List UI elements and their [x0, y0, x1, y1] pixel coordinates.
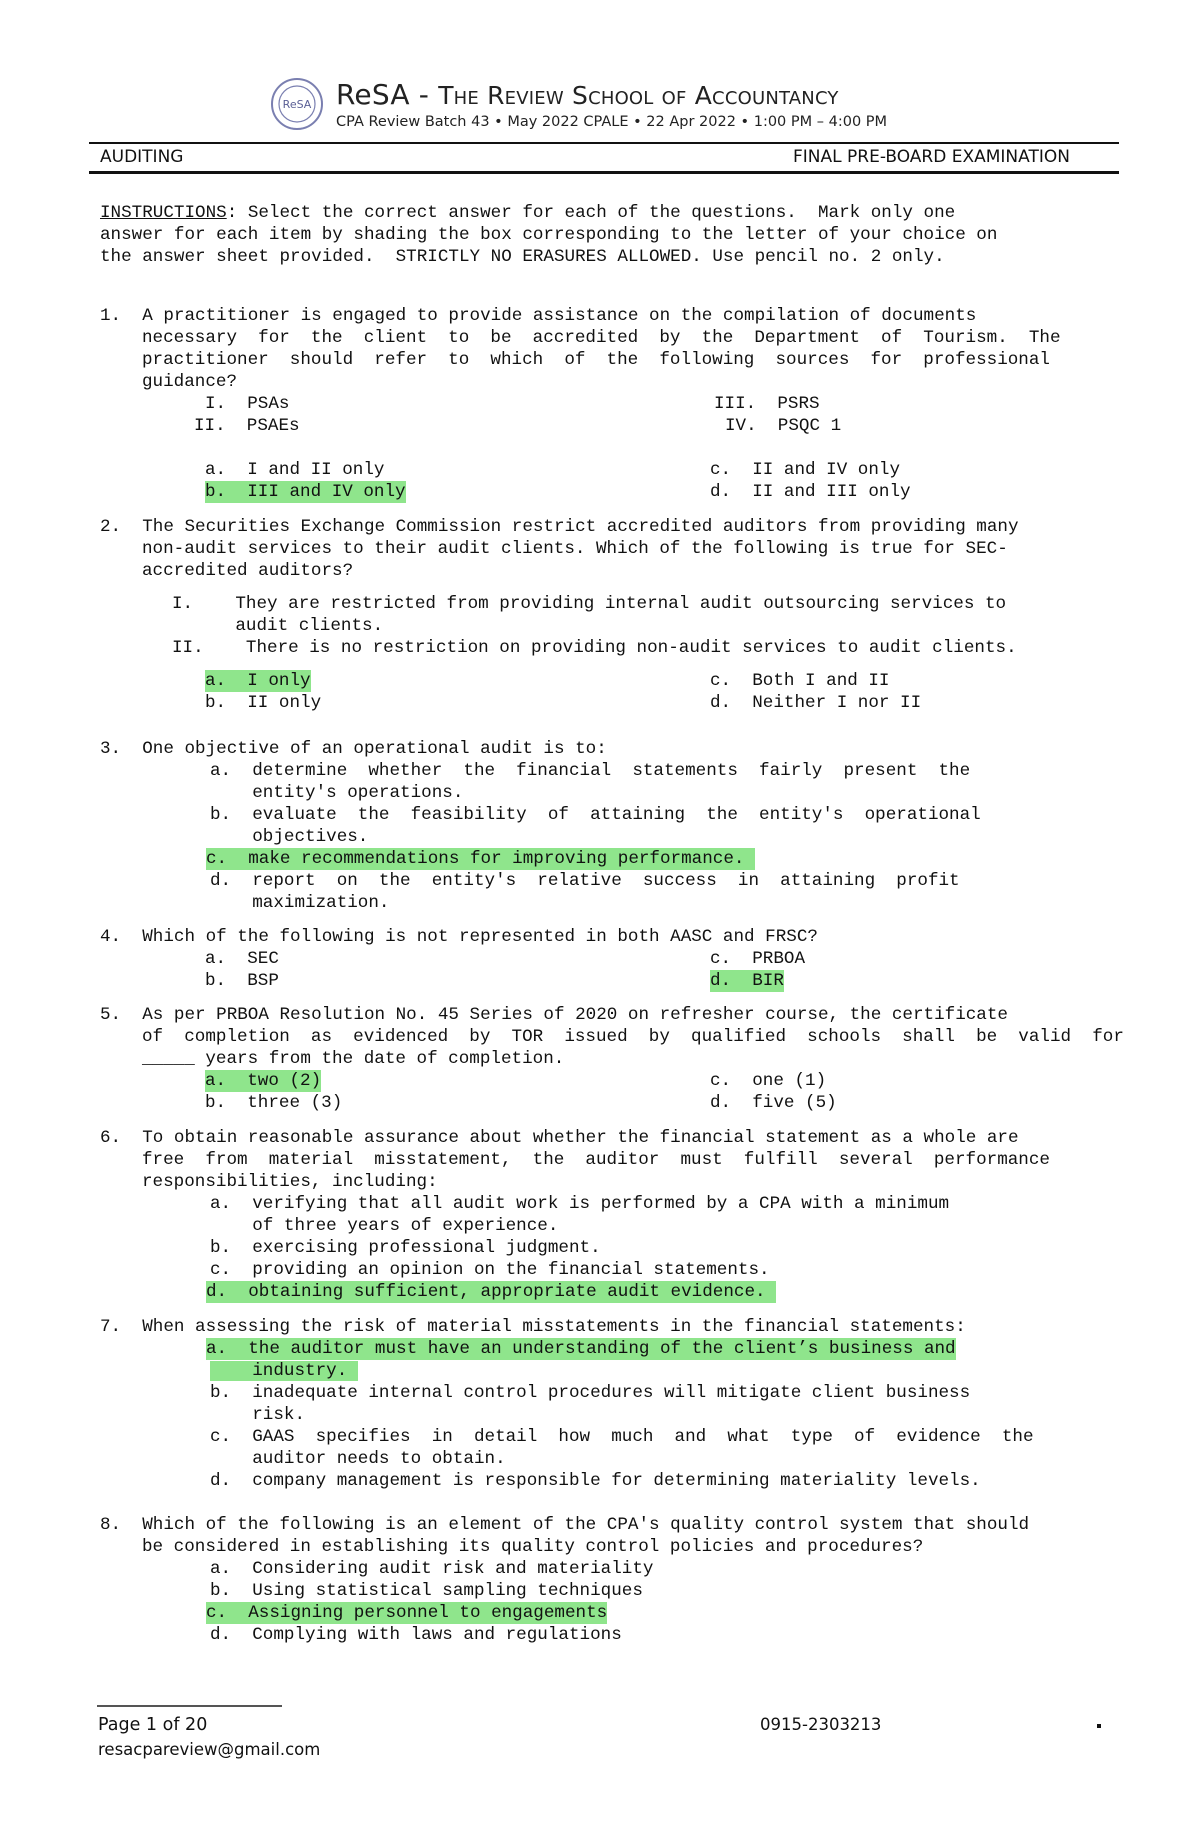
q4-choice-a: a. SEC [205, 949, 279, 969]
q7-choice-c: c. GAAS specifies in detail how much and what type of evidence the [210, 1427, 1034, 1447]
footer-phone: 0915-2303213 [760, 1715, 882, 1734]
q2-stem-1: 2. The Securities Exchange Commission restrict accredited auditors from providing many [100, 517, 1019, 537]
school-name-brand: ReSA - [336, 78, 439, 111]
q1-stem-2: necessary for the client to be accredited by the Department of Tourism. The [142, 328, 1061, 348]
footer-rule [97, 1705, 282, 1707]
q7-choice-a-cont: industry. [210, 1361, 358, 1381]
q8-choice-c-answer: c. Assigning personnel to engagements [206, 1603, 608, 1623]
q7-choice-b: b. inadequate internal control procedures will mitigate client business [210, 1383, 971, 1403]
exam-title: FINAL PRE-BOARD EXAMINATION [793, 147, 1070, 167]
q1-stem-3: practitioner should refer to which of the following sources for professional [142, 350, 1050, 370]
q1-roman-1: I. PSAs [205, 394, 290, 414]
q5-choice-a-answer: a. two (2) [205, 1071, 322, 1091]
q5-stem-2: of completion as evidenced by TOR issued by qualified schools shall be valid for [142, 1027, 1124, 1047]
q1-roman-3: III. PSRS [714, 394, 820, 414]
q3-stem-1: 3. One objective of an operational audit is to: [100, 739, 607, 759]
q2-statement-1: I. They are restricted from providing internal audit outsourcing services to [172, 594, 1007, 614]
q6-choice-a-cont: of three years of experience. [210, 1216, 559, 1236]
q7-choice-c-cont: auditor needs to obtain. [210, 1449, 506, 1469]
q3-choice-d-cont: maximization. [210, 893, 390, 913]
q3-choice-a: a. determine whether the financial statements fairly present the [210, 761, 971, 781]
page-number: Page 1 of 20 [98, 1715, 208, 1735]
q2-statement-2: II. There is no restriction on providing non-audit services to audit clients. [172, 638, 1017, 658]
q8-choice-a: a. Considering audit risk and materiality [210, 1559, 654, 1579]
q5-choice-d: d. five (5) [710, 1093, 837, 1113]
school-name [336, 78, 839, 111]
q3-choice-b: b. evaluate the feasibility of attaining the entity's operational [210, 805, 981, 825]
resa-logo [270, 77, 324, 131]
q6-stem-3: responsibilities, including: [142, 1172, 438, 1192]
instructions-line-1: INSTRUCTIONS: Select the correct answer for each of the questions. Mark only one [100, 203, 956, 223]
q2-choice-a-answer: a. I only [205, 671, 311, 691]
q6-stem-1: 6. To obtain reasonable assurance about whether the financial statement as a whole are [100, 1128, 1019, 1148]
instructions-label: INSTRUCTIONS [100, 203, 227, 223]
header-rule-top [89, 142, 1119, 144]
q7-stem-1: 7. When assessing the risk of material misstatements in the financial statements: [100, 1317, 966, 1337]
q1-choice-d: d. II and III only [710, 482, 911, 502]
q8-stem-1: 8. Which of the following is an element of the CPA's quality control system that should [100, 1515, 1030, 1535]
q2-choice-b: b. II only [205, 693, 322, 713]
q5-stem-3: _____ years from the date of completion. [142, 1049, 565, 1069]
q1-choice-b-answer: b. III and IV only [205, 482, 406, 502]
q2-choice-c: c. Both I and II [710, 671, 890, 691]
q1-stem-1: 1. A practitioner is engaged to provide assistance on the compilation of documents [100, 306, 977, 326]
instructions-line-3: the answer sheet provided. STRICTLY NO ERASURES ALLOWED. Use pencil no. 2 only. [100, 247, 945, 267]
q3-choice-a-cont: entity's operations. [210, 783, 464, 803]
q6-stem-2: free from material misstatement, the auditor must fulfill several performance [142, 1150, 1050, 1170]
q7-choice-b-cont: risk. [210, 1405, 306, 1425]
q7-choice-d: d. company management is responsible for determining materiality levels. [210, 1471, 981, 1491]
footer-email: resacpareview@gmail.com [98, 1740, 321, 1759]
q1-choice-c: c. II and IV only [710, 460, 901, 480]
svg-text:ReSA: ReSA [282, 98, 312, 111]
q8-stem-2: be considered in establishing its quality control policies and procedures? [142, 1537, 924, 1557]
q3-choice-b-cont: objectives. [210, 827, 369, 847]
q5-choice-b: b. three (3) [205, 1093, 343, 1113]
q4-choice-d-answer: d. BIR [710, 971, 784, 991]
q1-choice-a: a. I and II only [205, 460, 385, 480]
footer-dot [1097, 1724, 1101, 1728]
q3-choice-c-answer: c. make recommendations for improving performance. [206, 849, 756, 869]
q8-choice-b: b. Using statistical sampling techniques [210, 1581, 643, 1601]
school-name-full: The Review School of Accountancy [438, 81, 839, 110]
q7-choice-a-answer: a. the auditor must have an understanding of the client’s business and [206, 1339, 956, 1359]
q2-stem-2: non-audit services to their audit clients. Which of the following is true for SEC- [142, 539, 1008, 559]
q2-choice-d: d. Neither I nor II [710, 693, 922, 713]
q6-choice-d-answer: d. obtaining sufficient, appropriate audit evidence. [206, 1282, 777, 1302]
batch-info: CPA Review Batch 43 • May 2022 CPALE • 22 Apr 2022 • 1:00 PM – 4:00 PM [336, 114, 888, 130]
q1-roman-2: II. PSAEs [194, 416, 300, 436]
q4-stem-1: 4. Which of the following is not represented in both AASC and FRSC? [100, 927, 818, 947]
q2-statement-1-cont: audit clients. [172, 616, 384, 636]
q3-choice-d: d. report on the entity's relative success in attaining profit [210, 871, 960, 891]
q4-choice-b: b. BSP [205, 971, 279, 991]
q6-choice-c: c. providing an opinion on the financial statements. [210, 1260, 770, 1280]
q1-stem-4: guidance? [142, 372, 238, 392]
q5-stem-1: 5. As per PRBOA Resolution No. 45 Series of 2020 on refresher course, the certificate [100, 1005, 1008, 1025]
header-rule-bottom [89, 171, 1119, 174]
q6-choice-a: a. verifying that all audit work is performed by a CPA with a minimum [210, 1194, 950, 1214]
q1-roman-4: IV. PSQC 1 [725, 416, 842, 436]
q4-choice-c: c. PRBOA [710, 949, 806, 969]
q8-choice-d: d. Complying with laws and regulations [210, 1625, 622, 1645]
subject-label: AUDITING [100, 147, 184, 167]
instructions-line-2: answer for each item by shading the box corresponding to the letter of your choice on [100, 225, 998, 245]
q2-stem-3: accredited auditors? [142, 561, 354, 581]
q6-choice-b: b. exercising professional judgment. [210, 1238, 601, 1258]
q5-choice-c: c. one (1) [710, 1071, 827, 1091]
